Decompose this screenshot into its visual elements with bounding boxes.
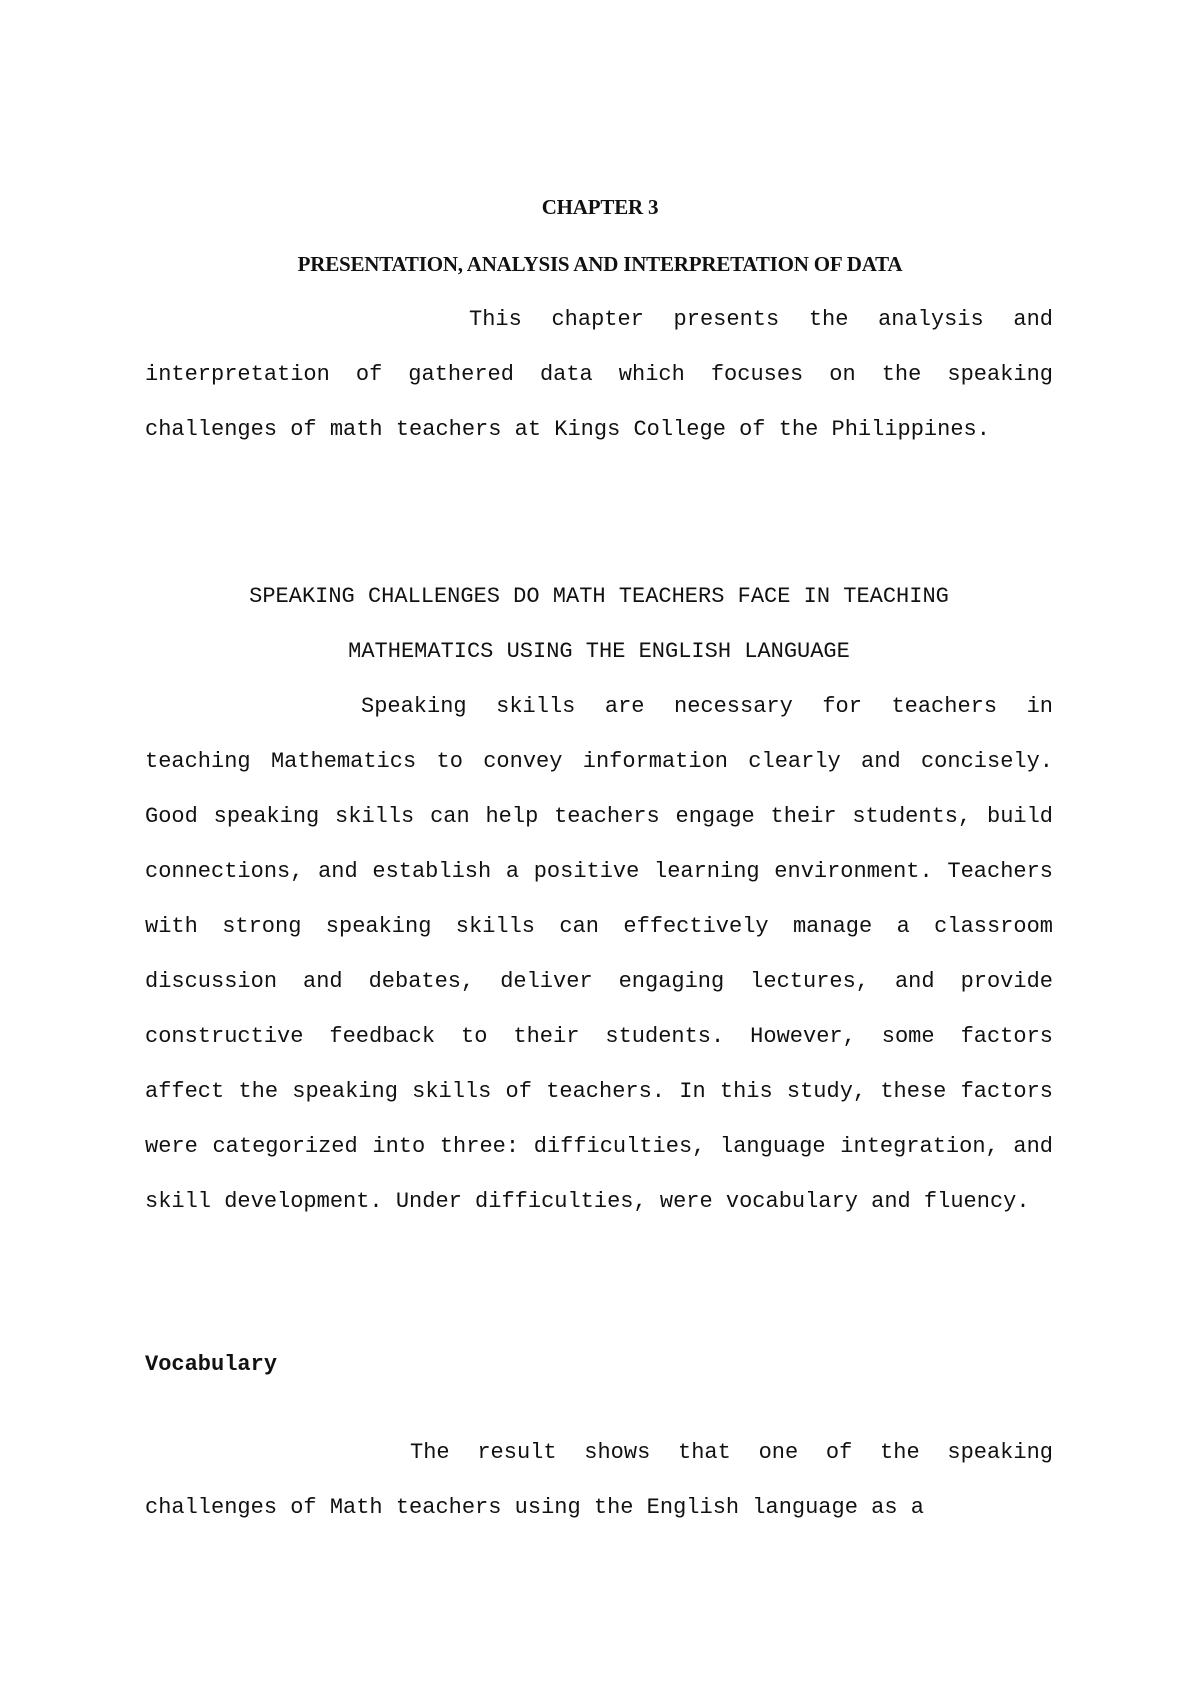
- vocabulary-paragraph: The result shows that one of the speaking challenges of Math teachers using the English language as a: [145, 1440, 1053, 1520]
- section-heading-line1: SPEAKING CHALLENGES DO MATH TEACHERS FACE IN TEACHING: [249, 584, 949, 609]
- section-paragraph: Speaking skills are necessary for teachers in teaching Mathematics to convey information clearly and concisely. Good speaking skills can help teachers engage their students, build connections, and establish a positive learning environment. Teachers with strong speaking skills can effectively manage a classroom discussion and debates, deliver engaging lectures, and provide constructive feedback to their students. However, some factors affect the speaking skills of teachers. In this study, these factors were categorized into three: difficulties, language integration, and skill development. Under difficulties, were vocabulary and fluency.: [145, 694, 1053, 1214]
- chapter-title: PRESENTATION, ANALYSIS AND INTERPRETATION OF DATA: [297, 252, 903, 276]
- vocabulary-heading: Vocabulary: [145, 1352, 278, 1377]
- section-heading: [145, 569, 1053, 679]
- chapter-number: CHAPTER 3: [541, 195, 659, 219]
- section-heading-line2: MATHEMATICS USING THE ENGLISH LANGUAGE: [348, 639, 850, 664]
- intro-paragraph: This chapter presents the analysis and interpretation of gathered data which focuses on the speaking challenges of math teachers at Kings College of the Philippines.: [145, 307, 1053, 442]
